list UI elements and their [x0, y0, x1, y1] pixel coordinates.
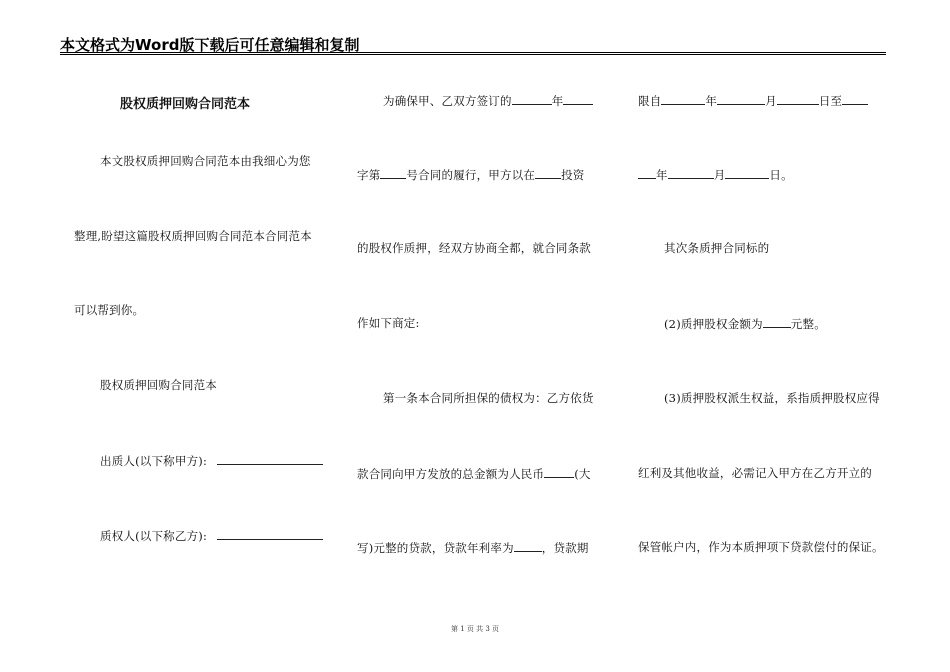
col3-line-1-text-a: 限自 — [638, 94, 662, 108]
column-1 — [74, 0, 328, 672]
blank — [668, 167, 714, 179]
col2-line-7-text-a: 写)元整的贷款，贷款年利率为 — [357, 541, 514, 555]
blank — [512, 93, 552, 105]
col3-line-2 — [638, 167, 793, 182]
col3-line-1-text-b: 年 — [705, 94, 718, 108]
col2-line-5: 第一条本合同所担保的债权为：乙方依货 — [383, 391, 594, 405]
blank — [563, 93, 593, 105]
col3-line-2-text-b: 年 — [656, 168, 668, 182]
col3-line-3: 其次条质押合同标的 — [664, 241, 770, 255]
col2-line-6-text-a: 款合同向甲方发放的总金额为人民币 — [357, 467, 545, 481]
col2-line-2-text-c: 投资 — [561, 168, 585, 182]
column-3 — [638, 0, 890, 672]
col2-line-4: 作如下商定: — [357, 316, 420, 330]
col3-line-4-text-b: 元整。 — [790, 317, 826, 331]
blank — [544, 466, 574, 478]
pledgee-blank — [217, 528, 323, 540]
blank — [763, 316, 791, 328]
section-title: 股权质押回购合同范本 — [100, 378, 217, 392]
col2-line-7-text-b: ，贷款期 — [541, 541, 589, 555]
col3-line-4-text-a: (2)质押股权金额为 — [664, 317, 763, 331]
blank — [725, 167, 769, 179]
col3-line-1-text-c: 月 — [765, 94, 777, 108]
col3-line-5: (3)质押股权派生权益，系指质押股权应得 — [664, 391, 880, 405]
col2-line-2-text-a: 字第 — [357, 168, 381, 182]
col3-line-2-text-d: 日。 — [769, 168, 793, 182]
col2-line-6 — [357, 466, 591, 481]
blank — [717, 93, 765, 105]
intro-line-1: 本文股权质押回购合同范本由我细心为您 — [100, 154, 311, 168]
blank — [514, 540, 542, 552]
blank — [638, 167, 656, 179]
blank — [535, 167, 561, 179]
col2-line-1 — [383, 93, 593, 108]
column-2 — [357, 0, 607, 672]
col2-line-2 — [357, 167, 585, 182]
document-header: 本文格式为Word版下载后可任意编辑和复制 — [60, 36, 360, 54]
page-number: 第 1 页 共 3 页 — [450, 625, 500, 633]
intro-line-2: 整理,盼望这篇股权质押回购合同范本合同范本 — [74, 229, 312, 243]
blank — [380, 167, 406, 179]
blank — [842, 93, 868, 105]
col3-line-1-text-d: 日至 — [818, 94, 843, 108]
pledgee-label: 质权人(以下称乙方): — [100, 529, 208, 543]
col3-line-6: 红利及其他收益，必需记入甲方在乙方开立的 — [638, 466, 872, 480]
col2-line-2-text-b: 号合同的履行，甲方以在 — [406, 168, 536, 182]
col2-line-1-text-b: 年 — [551, 94, 564, 108]
col2-line-7 — [357, 540, 589, 555]
pledgee-line — [100, 528, 323, 543]
col3-line-2-text-c: 月 — [713, 168, 726, 182]
pledgor-line — [100, 453, 323, 468]
col2-line-1-text-a: 为确保甲、乙双方签订的 — [383, 94, 512, 108]
document-title: 股权质押回购合同范本 — [120, 97, 251, 112]
col3-line-4 — [664, 316, 826, 331]
intro-line-3: 可以帮到你。 — [74, 303, 145, 317]
col3-line-7: 保管帐户内，作为本质押项下贷款偿付的保证。 — [638, 540, 884, 554]
blank — [777, 93, 819, 105]
blank — [661, 93, 705, 105]
pledgor-blank — [217, 453, 323, 465]
pledgor-label: 出质人(以下称甲方): — [100, 454, 208, 468]
col2-line-3: 的股权作质押，经双方协商全都，就合同条款 — [357, 241, 591, 255]
col2-line-6-text-b: (大 — [574, 467, 591, 481]
col3-line-1 — [638, 93, 868, 108]
